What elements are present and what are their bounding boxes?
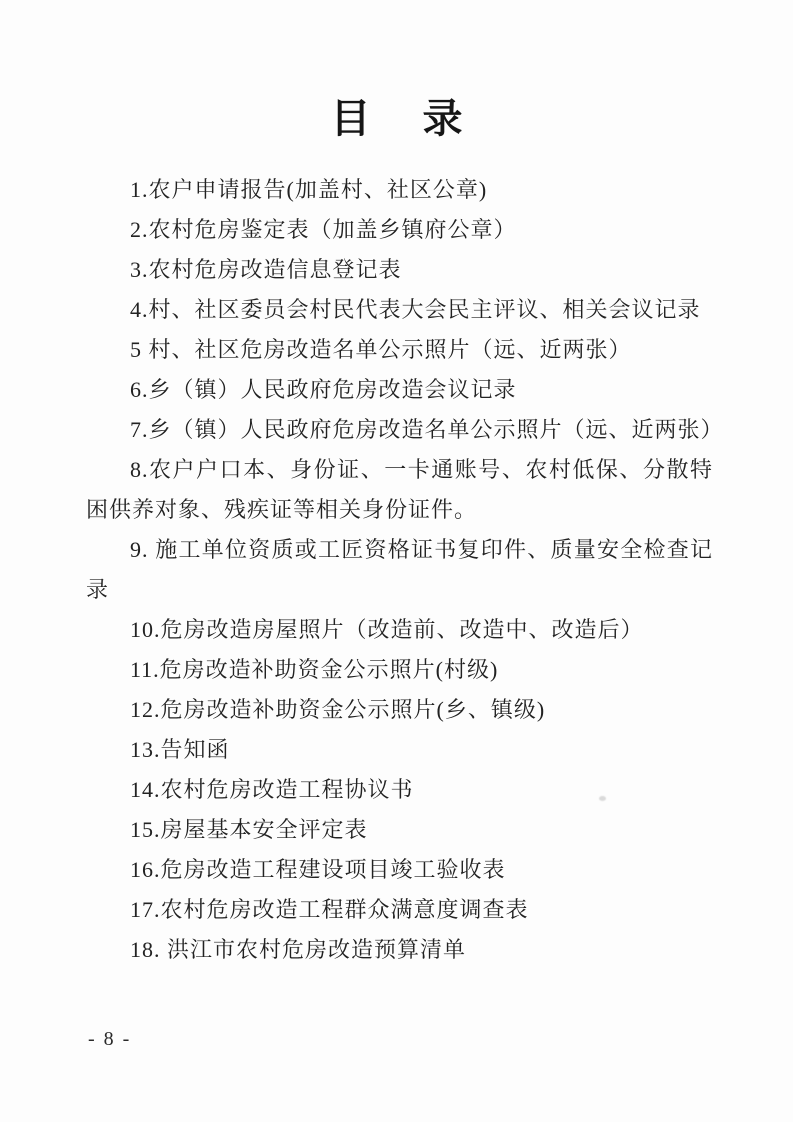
page-number: - 8 - bbox=[88, 1028, 132, 1050]
toc-item-9: 9. 施工单位资质或工匠资格证书复印件、质量安全检查记录 bbox=[86, 537, 713, 602]
page-title: 目 录 bbox=[330, 96, 469, 141]
toc-item-10: 10.危房改造房屋照片（改造前、改造中、改造后） bbox=[130, 617, 644, 642]
toc-item-13: 13.告知函 bbox=[130, 737, 230, 762]
toc-item-11: 11.危房改造补助资金公示照片(村级) bbox=[130, 657, 499, 682]
toc-item-6: 6.乡（镇）人民政府危房改造会议记录 bbox=[130, 377, 517, 402]
toc-item-7: 7.乡（镇）人民政府危房改造名单公示照片（远、近两张） bbox=[130, 417, 724, 442]
toc-item-14: 14.农村危房改造工程协议书 bbox=[130, 777, 414, 802]
scan-artifact-speck bbox=[599, 796, 606, 801]
toc-item-17: 17.农村危房改造工程群众满意度调查表 bbox=[130, 897, 529, 922]
toc-item-8: 8.农户户口本、身份证、一卡通账号、农村低保、分散特困供养对象、残疾证等相关身份证件。 bbox=[86, 457, 713, 522]
toc-item-18: 18. 洪江市农村危房改造预算清单 bbox=[130, 937, 467, 962]
toc-item-4: 4.村、社区委员会村民代表大会民主评议、相关会议记录 bbox=[130, 297, 701, 322]
toc-item-15: 15.房屋基本安全评定表 bbox=[130, 817, 368, 842]
toc-item-3: 3.农村危房改造信息登记表 bbox=[130, 257, 402, 282]
toc-item-16: 16.危房改造工程建设项目竣工验收表 bbox=[130, 857, 506, 882]
toc-item-12: 12.危房改造补助资金公示照片(乡、镇级) bbox=[130, 697, 546, 722]
toc-item-5: 5 村、社区危房改造名单公示照片（远、近两张） bbox=[130, 337, 632, 362]
toc-item-2: 2.农村危房鉴定表（加盖乡镇府公章） bbox=[130, 217, 517, 242]
toc-item-1: 1.农户申请报告(加盖村、社区公章) bbox=[130, 177, 488, 202]
table-of-contents bbox=[86, 170, 724, 970]
